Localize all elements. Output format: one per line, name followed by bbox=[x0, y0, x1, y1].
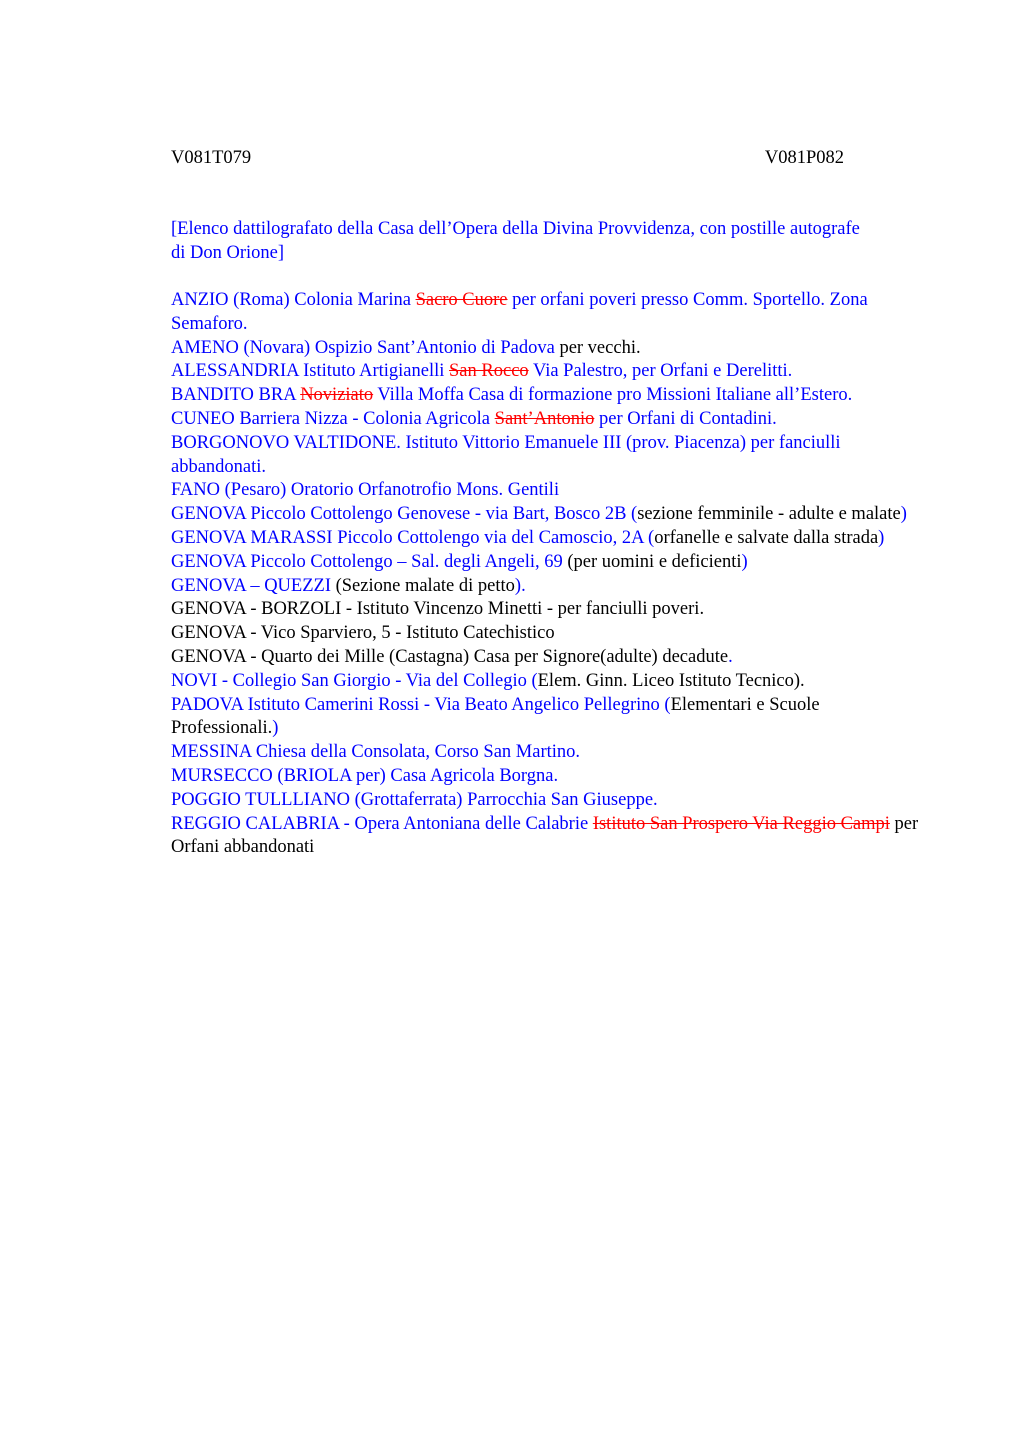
handwritten-addition: GENOVA - Vico Sparviero, 5 - Istituto Catechistico bbox=[171, 623, 555, 644]
typed-text: Via Palestro, per Orfani e Derelitti. bbox=[528, 361, 793, 382]
document-code-right: V081P082 bbox=[764, 148, 844, 168]
list-item bbox=[171, 384, 931, 408]
handwritten-addition: (per uomini e deficienti bbox=[567, 551, 742, 572]
typed-text: BANDITO BRA bbox=[171, 385, 301, 406]
typed-text: ) bbox=[900, 504, 907, 525]
typed-text: ALESSANDRIA Istituto Artigianelli bbox=[171, 361, 450, 382]
document-title: [Elenco dattilografato della Casa dell’Opera della Divina Provvidenza, con postille autografe di Don Orione] bbox=[171, 219, 860, 263]
house-list bbox=[171, 289, 931, 860]
list-item bbox=[171, 741, 931, 765]
typed-text: per Orfani di Contadini. bbox=[594, 408, 777, 429]
list-item bbox=[171, 408, 931, 432]
struck-text: Sacro Cuore bbox=[415, 290, 508, 310]
document-code-left: V081T079 bbox=[171, 148, 252, 168]
struck-text: Sant’Antonio bbox=[494, 408, 595, 429]
list-item bbox=[171, 598, 931, 622]
typed-text: . bbox=[728, 646, 733, 667]
list-item bbox=[171, 575, 931, 599]
list-item bbox=[171, 813, 931, 861]
list-item bbox=[171, 527, 931, 551]
list-item bbox=[171, 503, 931, 527]
typed-text: GENOVA Piccolo Cottolengo – Sal. degli Angeli, 69 bbox=[171, 551, 568, 572]
typed-text: BORGONOVO VALTIDONE. Istituto Vittorio Emanuele III (prov. Piacenza) per fanciulli abbandonati. bbox=[171, 432, 841, 477]
struck-text: San Rocco bbox=[449, 361, 529, 382]
list-item bbox=[171, 337, 931, 361]
typed-text: ANZIO (Roma) Colonia Marina bbox=[171, 290, 416, 310]
typed-text: REGGIO CALABRIA - Opera Antoniana delle Calabrie bbox=[171, 813, 593, 834]
handwritten-addition: per vecchi. bbox=[554, 337, 641, 358]
typed-text: ) bbox=[878, 527, 885, 548]
list-item bbox=[171, 479, 931, 503]
handwritten-addition: orfanelle e salvate dalla strada bbox=[654, 527, 879, 548]
typed-text: GENOVA – QUEZZI bbox=[171, 575, 336, 596]
typed-text: MURSECCO (BRIOLA per) Casa Agricola Borgna. bbox=[171, 765, 559, 786]
typed-text: FANO (Pesaro) Oratorio Orfanotrofio Mons. Gentili bbox=[171, 480, 560, 501]
typed-text: GENOVA Piccolo Cottolengo Genovese - via Bart, Bosco 2B ( bbox=[171, 504, 638, 525]
list-item bbox=[171, 646, 931, 670]
typed-text: ) bbox=[272, 718, 279, 739]
typed-text: per orfani poveri presso Comm. Sportello. Zona Semaforo. bbox=[171, 290, 868, 334]
handwritten-addition: Elementari e Scuole Professionali. bbox=[171, 694, 820, 739]
handwritten-addition: Elem. Ginn. Liceo Istituto Tecnico). bbox=[537, 670, 805, 691]
typed-text: NOVI - Collegio San Giorgio - Via del Collegio ( bbox=[171, 670, 538, 691]
list-item bbox=[171, 360, 931, 384]
list-item bbox=[171, 289, 931, 337]
handwritten-addition: GENOVA - BORZOLI - Istituto Vincenzo Minetti - per fanciulli poveri. bbox=[171, 599, 705, 620]
list-item bbox=[171, 622, 931, 646]
typed-text: ). bbox=[514, 575, 526, 596]
typed-text: GENOVA MARASSI Piccolo Cottolengo via del Camoscio, 2A ( bbox=[171, 527, 655, 548]
list-item bbox=[171, 670, 931, 694]
handwritten-addition: (Sezione malate di petto bbox=[335, 575, 515, 596]
handwritten-addition: sezione femminile - adulte e malate bbox=[637, 504, 901, 525]
typed-text: CUNEO Barriera Nizza - Colonia Agricola bbox=[171, 408, 495, 429]
typed-text: Villa Moffa Casa di formazione pro Missioni Italiane all’Estero. bbox=[373, 385, 853, 406]
list-item bbox=[171, 694, 931, 742]
list-item bbox=[171, 789, 931, 813]
page-header bbox=[171, 146, 844, 170]
handwritten-addition: per Orfani abbandonati bbox=[171, 813, 919, 858]
typed-text: AMENO (Novara) Ospizio Sant’Antonio di Padova bbox=[171, 337, 555, 358]
list-item bbox=[171, 432, 931, 480]
typed-text: PADOVA Istituto Camerini Rossi - Via Beato Angelico Pellegrino ( bbox=[171, 694, 671, 715]
typed-text: MESSINA Chiesa della Consolata, Corso San Martino. bbox=[171, 742, 581, 763]
struck-text: Noviziato bbox=[300, 385, 374, 406]
struck-text: Istituto San Prospero Via Reggio Campi bbox=[592, 813, 890, 834]
handwritten-addition: GENOVA - Quarto dei Mille (Castagna) Casa per Signore(adulte) decadute bbox=[171, 646, 729, 667]
typed-text: ) bbox=[741, 551, 748, 572]
typed-text: POGGIO TULLLIANO (Grottaferrata) Parrocchia San Giuseppe. bbox=[171, 789, 658, 810]
list-item bbox=[171, 765, 931, 789]
list-item bbox=[171, 551, 931, 575]
